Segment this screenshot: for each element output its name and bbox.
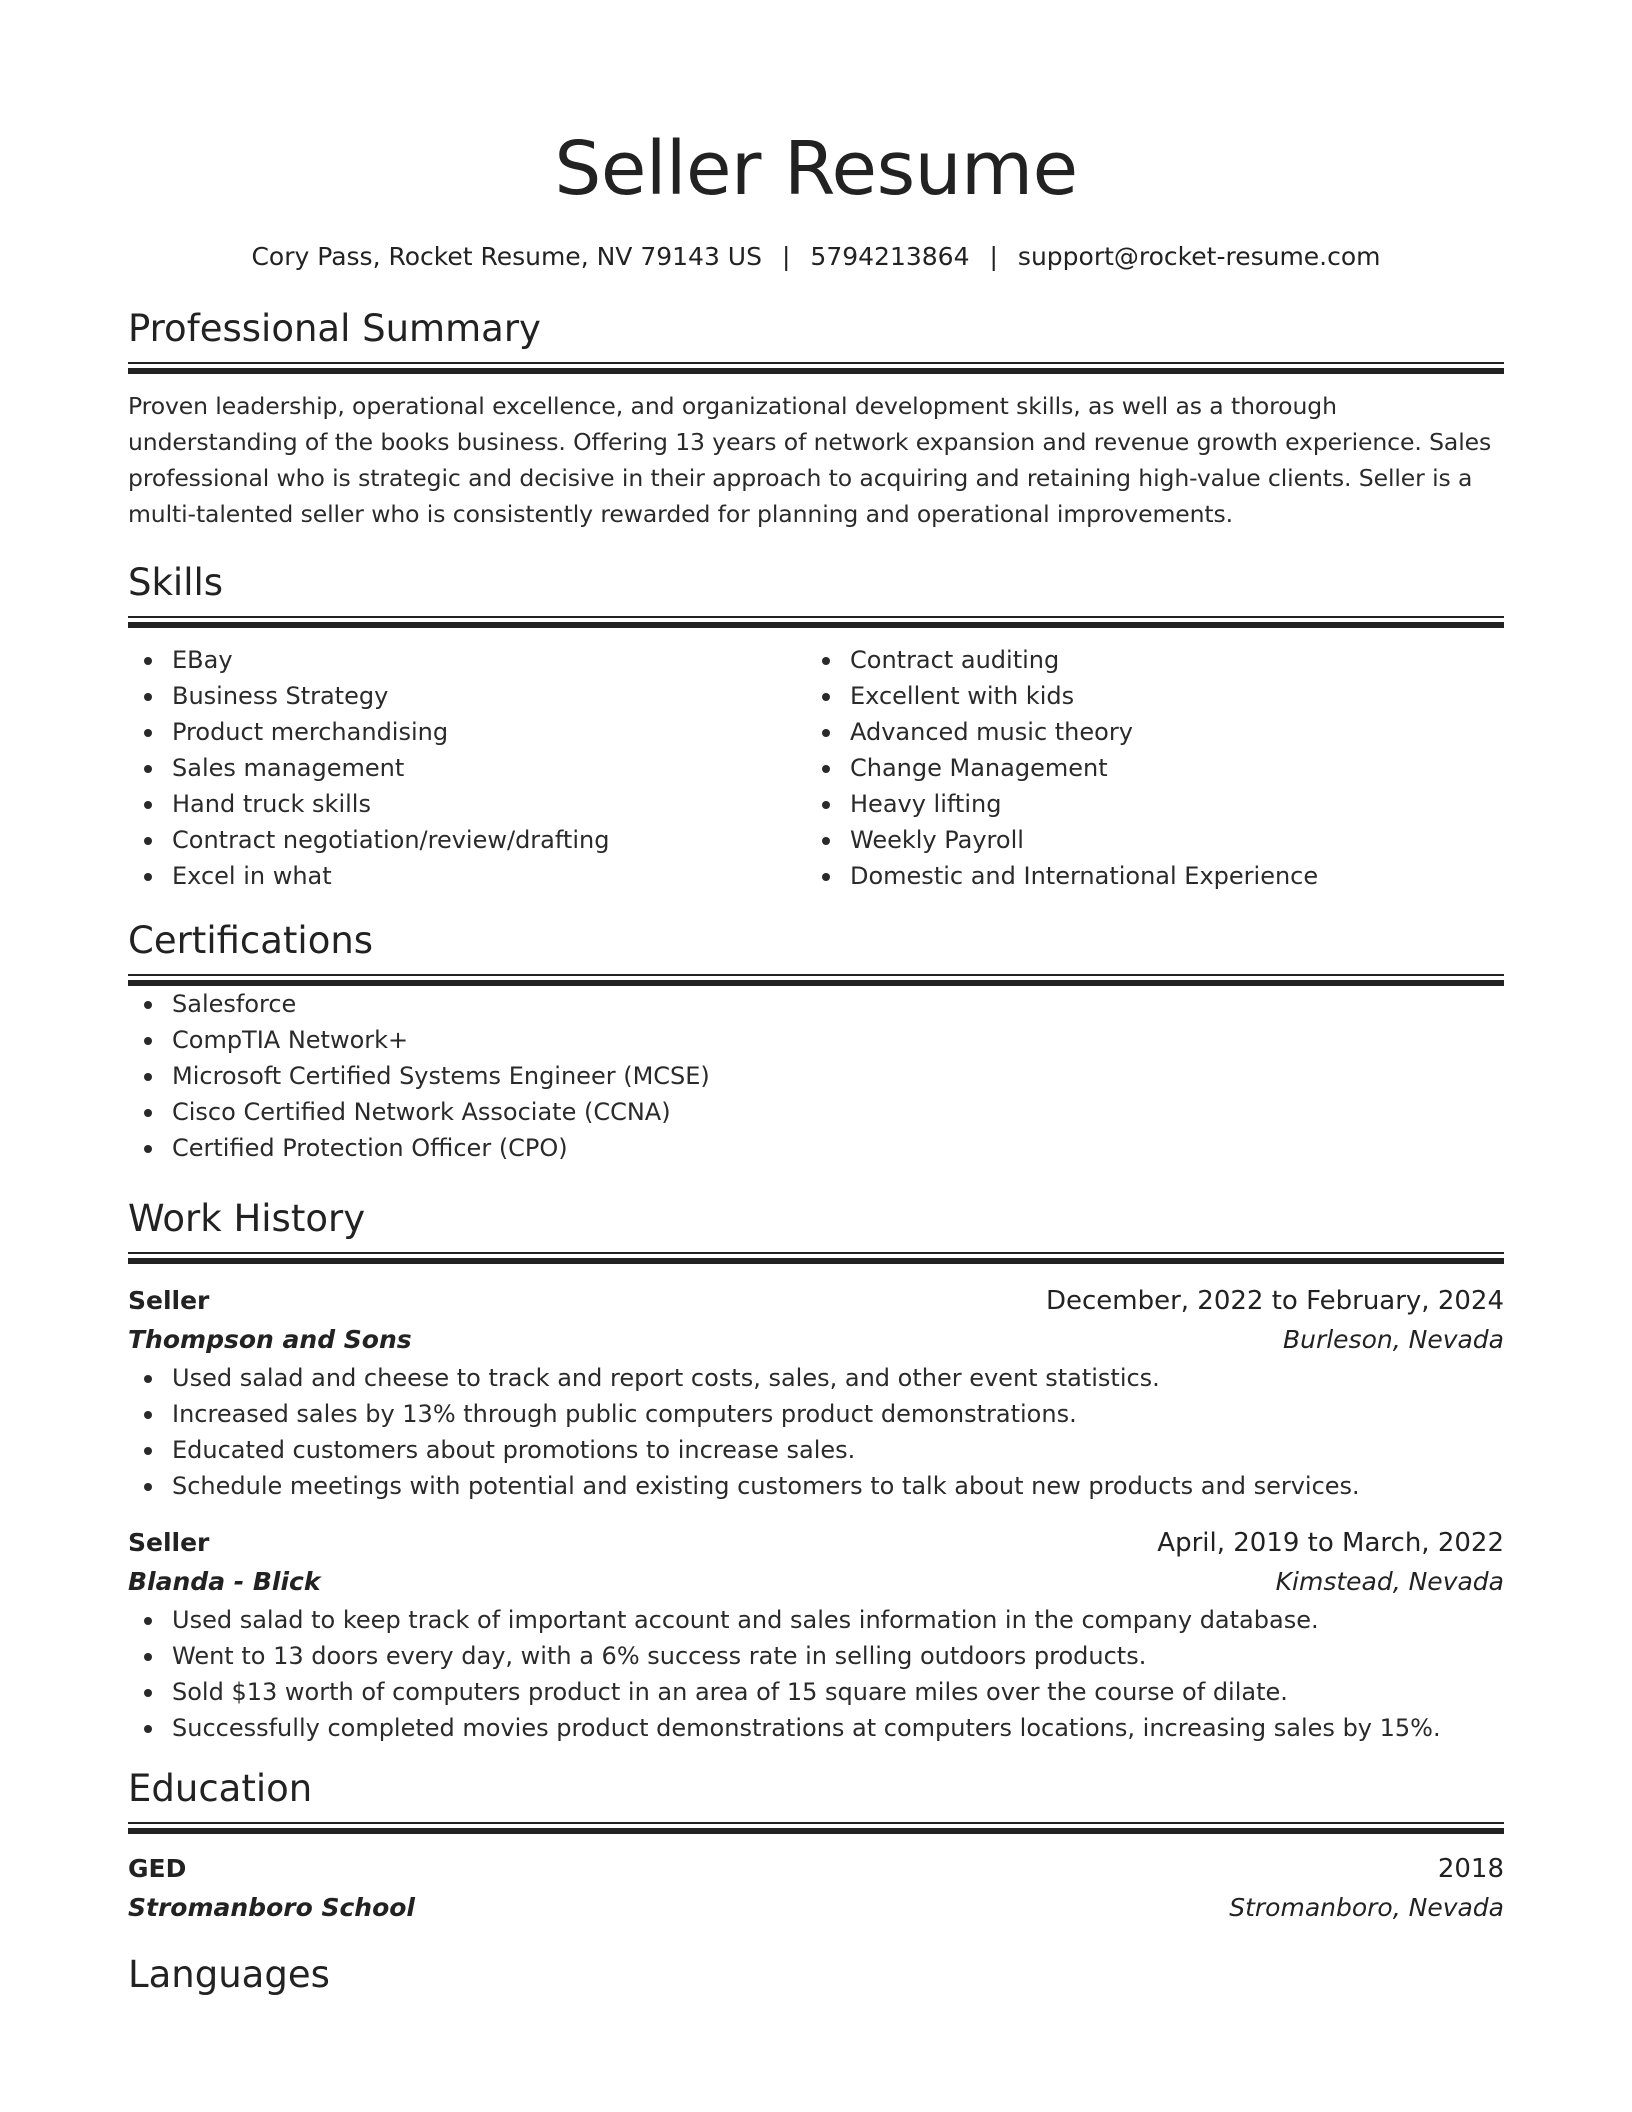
job-bullets — [128, 1360, 1504, 1504]
job-bullet: Educated customers about promotions to increase sales. — [128, 1432, 1504, 1468]
section-divider — [128, 1822, 1504, 1834]
job-bullet: Schedule meetings with potential and existing customers to talk about new products and services. — [128, 1468, 1504, 1504]
contact-address: Cory Pass, Rocket Resume, NV 79143 US — [251, 242, 762, 271]
skills-column-right — [806, 642, 1484, 894]
summary-section — [128, 306, 1504, 532]
skill-item: Sales management — [128, 750, 806, 786]
education-school: Stromanboro School — [128, 1893, 415, 1922]
skill-item: Contract negotiation/review/drafting — [128, 822, 806, 858]
education-heading: Education — [128, 1767, 313, 1810]
skill-item: Weekly Payroll — [806, 822, 1484, 858]
certification-item: Microsoft Certified Systems Engineer (MCSE) — [128, 1058, 1504, 1094]
skills-column-left — [128, 642, 806, 894]
skills-heading: Skills — [128, 561, 224, 604]
job-company: Blanda - Blick — [128, 1567, 321, 1596]
work-history-section — [128, 1196, 1504, 1746]
skill-item: Hand truck skills — [128, 786, 806, 822]
education-entry — [128, 1850, 1504, 1928]
skill-item: Excellent with kids — [806, 678, 1484, 714]
section-divider — [128, 1252, 1504, 1264]
section-divider — [128, 616, 1504, 628]
certifications-heading: Certifications — [128, 919, 374, 962]
certification-item: Cisco Certified Network Associate (CCNA) — [128, 1094, 1504, 1130]
languages-heading: Languages — [128, 1953, 330, 1996]
certifications-section — [128, 918, 1504, 1166]
skills-grid — [128, 642, 1504, 894]
job-company: Thompson and Sons — [128, 1325, 412, 1354]
job-location: Burleson, Nevada — [1282, 1325, 1504, 1354]
contact-separator: | — [781, 242, 791, 271]
certification-item: CompTIA Network+ — [128, 1022, 1504, 1058]
section-divider — [128, 362, 1504, 374]
job-bullet: Went to 13 doors every day, with a 6% success rate in selling outdoors products. — [128, 1638, 1504, 1674]
job-bullet: Used salad to keep track of important account and sales information in the company database. — [128, 1602, 1504, 1638]
summary-text: Proven leadership, operational excellence, and organizational development skills, as well as a thorough understanding of the books business. Offering 13 years of network expansion and revenue growth experience. Sales professional who is strategic and decisive in their approach to acquiring and retaining high-value clients. Seller is a multi-talented seller who is consistently rewarded for planning and operational improvements. — [128, 392, 1492, 528]
certifications-list — [128, 986, 1504, 1166]
resume-page — [128, 0, 1504, 1998]
job-title: Seller — [128, 1286, 210, 1315]
job-entry — [128, 1524, 1504, 1746]
skill-item: Excel in what — [128, 858, 806, 894]
skill-item: Product merchandising — [128, 714, 806, 750]
education-degree: GED — [128, 1854, 187, 1883]
contact-separator: | — [989, 242, 998, 271]
languages-section — [128, 1952, 1504, 1998]
job-bullet: Sold $13 worth of computers product in an area of 15 square miles over the course of dilate. — [128, 1674, 1504, 1710]
resume-title: Seller Resume — [554, 126, 1078, 212]
job-location: Kimstead, Nevada — [1275, 1567, 1504, 1596]
education-year: 2018 — [1437, 1854, 1504, 1884]
skill-item: Change Management — [806, 750, 1484, 786]
education-location: Stromanboro, Nevada — [1229, 1893, 1504, 1922]
skills-section — [128, 560, 1504, 894]
job-dates: December, 2022 to February, 2024 — [1045, 1286, 1504, 1316]
job-entry — [128, 1282, 1504, 1504]
contact-line — [128, 240, 1504, 274]
work-history-heading: Work History — [128, 1197, 366, 1240]
job-title: Seller — [128, 1528, 210, 1557]
skill-item: EBay — [128, 642, 806, 678]
certification-item: Certified Protection Officer (CPO) — [128, 1130, 1504, 1166]
contact-phone: 5794213864 — [810, 242, 970, 271]
job-bullet: Successfully completed movies product demonstrations at computers locations, increasing sales by 15%. — [128, 1710, 1504, 1746]
skill-item: Domestic and International Experience — [806, 858, 1484, 894]
skill-item: Heavy lifting — [806, 786, 1484, 822]
skill-item: Contract auditing — [806, 642, 1484, 678]
section-divider — [128, 974, 1504, 986]
job-dates: April, 2019 to March, 2022 — [1157, 1528, 1504, 1558]
contact-email: support@rocket-resume.com — [1017, 242, 1381, 271]
skill-item: Business Strategy — [128, 678, 806, 714]
summary-heading: Professional Summary — [128, 307, 541, 350]
job-bullets — [128, 1602, 1504, 1746]
job-bullet: Increased sales by 13% through public computers product demonstrations. — [128, 1396, 1504, 1432]
certification-item: Salesforce — [128, 986, 1504, 1022]
job-bullet: Used salad and cheese to track and report costs, sales, and other event statistics. — [128, 1360, 1504, 1396]
skill-item: Advanced music theory — [806, 714, 1484, 750]
education-section — [128, 1766, 1504, 1928]
